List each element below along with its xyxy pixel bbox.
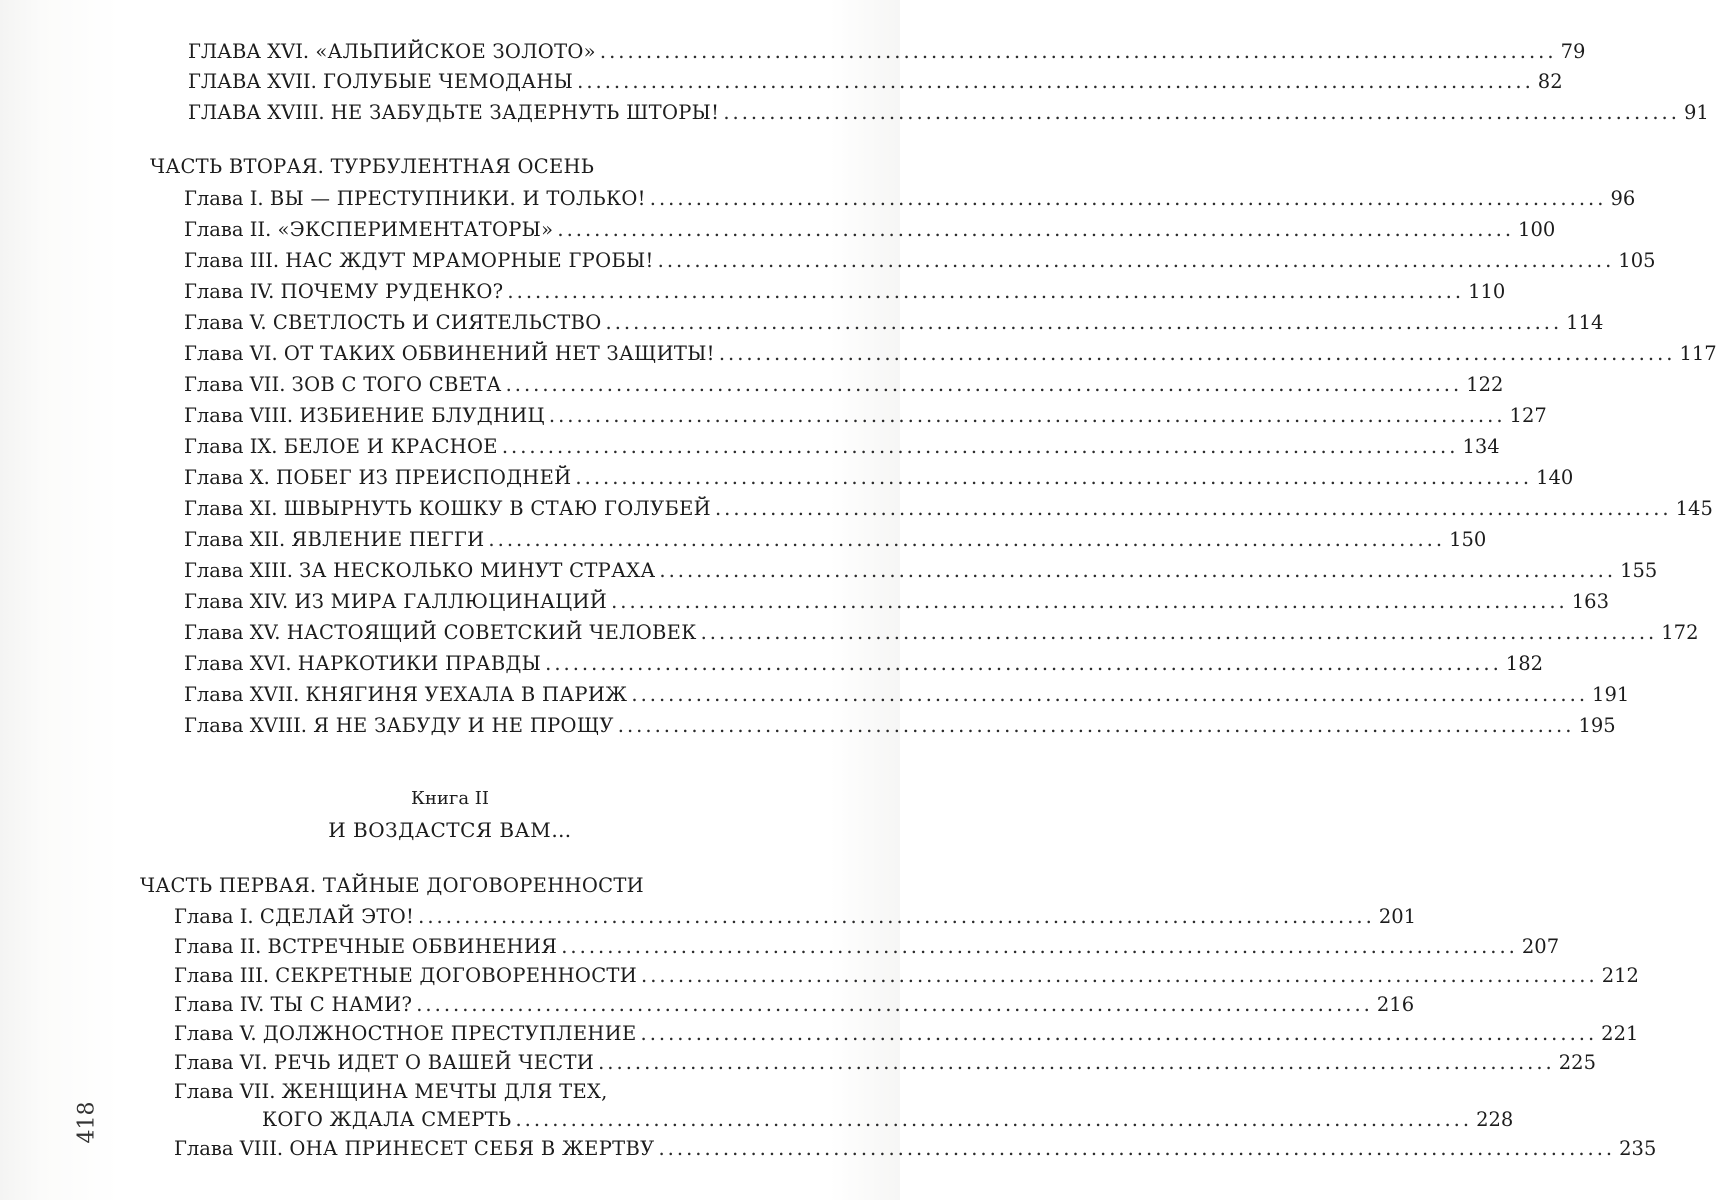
page-number: 172	[1661, 621, 1699, 644]
toc-entry[interactable]	[184, 714, 1616, 738]
chapter-title: ВЫ — ПРЕСТУПНИКИ. И ТОЛЬКО!	[269, 187, 646, 210]
toc-entry[interactable]	[174, 1137, 1657, 1161]
toc-entry[interactable]	[174, 964, 1639, 988]
toc-entry[interactable]	[174, 1022, 1639, 1046]
page-number: 216	[1376, 993, 1415, 1016]
toc-entry[interactable]	[174, 905, 1417, 929]
leader-dots: ........................................................................................................	[641, 964, 1598, 987]
toc-entry[interactable]	[184, 590, 1609, 614]
chapter-title: ПОЧЕМУ РУДЕНКО?	[280, 280, 504, 303]
page-number: 195	[1578, 714, 1616, 737]
page-number: 235	[1619, 1137, 1657, 1160]
leader-dots: ........................................................................................................	[507, 280, 1465, 303]
chapter-title: «ЭКСПЕРИМЕНТАТОРЫ»	[277, 218, 554, 241]
chapter-title: ГОЛУБЫЕ ЧЕМОДАНЫ	[323, 70, 574, 93]
toc-entry[interactable]	[184, 404, 1547, 428]
page-number: 110	[1468, 280, 1506, 303]
toc-entry[interactable]	[184, 621, 1699, 645]
page-folio: 418	[74, 1101, 100, 1144]
page-number: 225	[1558, 1051, 1596, 1074]
chapter-label: Глава IV.	[174, 993, 265, 1016]
toc-entry[interactable]	[184, 280, 1506, 304]
book-title: И ВОЗДАСТСЯ ВАМ…	[328, 818, 572, 842]
page-number: 117	[1679, 342, 1717, 365]
chapter-title: «АЛЬПИЙСКОЕ ЗОЛОТО»	[315, 40, 596, 63]
leader-dots: ........................................................................................................	[577, 70, 1534, 93]
chapter-title: ДОЛЖНОСТНОЕ ПРЕСТУПЛЕНИЕ	[262, 1022, 637, 1045]
leader-dots: ........................................................................................................	[611, 590, 1568, 613]
chapter-label: Глава V.	[174, 1022, 257, 1045]
leader-dots: ........................................................................................................	[718, 342, 1676, 365]
toc-entry-continuation[interactable]	[262, 1108, 1514, 1132]
toc-entry[interactable]	[184, 528, 1487, 552]
toc-entry[interactable]	[184, 187, 1636, 211]
page-number: 228	[1476, 1108, 1514, 1131]
leader-dots: ........................................................................................................	[548, 404, 1506, 427]
chapter-title: ЗОВ С ТОГО СВЕТА	[291, 373, 502, 396]
leader-dots: ........................................................................................................	[545, 652, 1502, 675]
chapter-title: КНЯГИНЯ УЕХАЛА В ПАРИЖ	[305, 683, 628, 706]
chapter-label: Глава XII.	[184, 528, 286, 551]
chapter-title: НАРКОТИКИ ПРАВДЫ	[297, 652, 542, 675]
toc-entry[interactable]	[184, 497, 1713, 521]
leader-dots: ........................................................................................................	[714, 497, 1672, 520]
page-number: 221	[1601, 1022, 1639, 1045]
chapter-label: Глава V.	[184, 311, 267, 334]
leader-dots: ........................................................................................................	[575, 466, 1533, 489]
page-number: 82	[1537, 70, 1563, 93]
toc-entry[interactable]	[184, 652, 1544, 676]
chapter-title: ЖЕНЩИНА МЕЧТЫ ДЛЯ ТЕХ,	[281, 1080, 608, 1103]
chapter-title-continuation: КОГО ЖДАЛА СМЕРТЬ	[262, 1108, 512, 1131]
leader-dots: ........................................................................................................	[561, 935, 1518, 958]
page-number: 150	[1449, 528, 1487, 551]
chapter-label: Глава VII.	[184, 373, 286, 396]
page-number: 100	[1518, 218, 1556, 241]
page-number: 145	[1675, 497, 1713, 520]
chapter-label: Глава II.	[174, 935, 262, 958]
page-number: 105	[1618, 249, 1656, 272]
chapter-label: Глава X.	[184, 466, 270, 489]
chapter-title: ОТ ТАКИХ ОБВИНЕНИЙ НЕТ ЗАЩИТЫ!	[283, 342, 715, 365]
leader-dots: ........................................................................................................	[658, 1137, 1616, 1160]
chapter-label: Глава VIII.	[184, 404, 294, 427]
leader-dots: ........................................................................................................	[659, 559, 1617, 582]
leader-dots: ........................................................................................................	[617, 714, 1575, 737]
page-number: 114	[1566, 311, 1604, 334]
toc-entry[interactable]	[174, 993, 1415, 1017]
chapter-title: СЕКРЕТНЫЕ ДОГОВОРЕННОСТИ	[275, 964, 638, 987]
page-number: 127	[1509, 404, 1547, 427]
leader-dots: ........................................................................................................	[515, 1108, 1473, 1131]
chapter-title: НЕ ЗАБУДЬТЕ ЗАДЕРНУТЬ ШТОРЫ!	[330, 101, 720, 124]
leader-dots: ........................................................................................................	[649, 187, 1607, 210]
chapter-label: Глава XI.	[184, 497, 278, 520]
chapter-label: Глава VI.	[184, 342, 278, 365]
chapter-label: Глава I.	[174, 905, 254, 928]
page-number: 140	[1536, 466, 1574, 489]
chapter-title: ШВЫРНУТЬ КОШКУ В СТАЮ ГОЛУБЕЙ	[283, 497, 711, 520]
toc-entry[interactable]	[184, 435, 1500, 459]
part-heading: ЧАСТЬ ПЕРВАЯ. ТАЙНЫЕ ДОГОВОРЕННОСТИ	[140, 874, 644, 897]
toc-entry[interactable]	[184, 342, 1717, 366]
page-number: 155	[1620, 559, 1658, 582]
leader-dots: ........................................................................................................	[657, 249, 1615, 272]
toc-entry[interactable]	[174, 1080, 779, 1104]
leader-dots: ........................................................................................................	[631, 683, 1589, 706]
leader-dots: ........................................................................................................	[605, 311, 1563, 334]
chapter-label: Глава XVII.	[184, 683, 300, 706]
leader-dots: ........................................................................................................	[557, 218, 1515, 241]
toc-entry[interactable]	[174, 1051, 1596, 1075]
toc-entry[interactable]	[184, 683, 1630, 707]
toc-entry[interactable]	[188, 40, 1586, 64]
page-number: 91	[1683, 101, 1709, 124]
chapter-title: СВЕТЛОСТЬ И СИЯТЕЛЬСТВО	[272, 311, 602, 334]
chapter-label: ГЛАВА XVIII.	[188, 101, 325, 124]
chapter-label: Глава XVIII.	[184, 714, 307, 737]
toc-entry[interactable]	[188, 101, 1709, 125]
chapter-title: ОНА ПРИНЕСЕТ СЕБЯ В ЖЕРТВУ	[289, 1137, 655, 1160]
leader-dots: ........................................................................................................	[418, 905, 1375, 928]
chapter-label: ГЛАВА XVII.	[188, 70, 317, 93]
page-number: 207	[1521, 935, 1560, 958]
leader-dots: ........................................................................................................	[723, 101, 1680, 124]
leader-dots: ........................................................................................................	[501, 435, 1459, 458]
page-number: 134	[1462, 435, 1500, 458]
book-label: Книга II	[410, 788, 490, 809]
leader-dots: ........................................................................................................	[700, 621, 1658, 644]
chapter-label: Глава XVI.	[184, 652, 292, 675]
toc-entry[interactable]	[184, 466, 1574, 490]
leader-dots: ........................................................................................................	[599, 40, 1557, 63]
toc-entry[interactable]	[184, 311, 1604, 335]
toc-entry[interactable]	[184, 373, 1504, 397]
leader-dots: ........................................................................................................	[416, 993, 1373, 1016]
chapter-label: Глава III.	[174, 964, 270, 987]
chapter-label: Глава IX.	[184, 435, 278, 458]
chapter-title: ПОБЕГ ИЗ ПРЕИСПОДНЕЙ	[276, 466, 572, 489]
chapter-label: Глава IV.	[184, 280, 275, 303]
chapter-label: Глава VI.	[174, 1051, 268, 1074]
chapter-label: Глава XV.	[184, 621, 281, 644]
toc-entry[interactable]	[188, 70, 1563, 94]
chapter-label: Глава XIV.	[184, 590, 289, 613]
page-number: 191	[1592, 683, 1630, 706]
chapter-label: Глава VIII.	[174, 1137, 284, 1160]
chapter-label: Глава III.	[184, 249, 280, 272]
chapter-label: Глава XIII.	[184, 559, 293, 582]
page-number: 182	[1505, 652, 1544, 675]
toc-entry[interactable]	[184, 218, 1556, 242]
page-number: 96	[1610, 187, 1636, 210]
chapter-title: ЗА НЕСКОЛЬКО МИНУТ СТРАХА	[299, 559, 656, 582]
chapter-label: Глава VII.	[174, 1080, 276, 1103]
part-heading: ЧАСТЬ ВТОРАЯ. ТУРБУЛЕНТНАЯ ОСЕНЬ	[150, 155, 595, 178]
chapter-title: ТЫ С НАМИ?	[270, 993, 413, 1016]
chapter-title: БЕЛОЕ И КРАСНОЕ	[283, 435, 498, 458]
chapter-title: ЯВЛЕНИЕ ПЕГГИ	[291, 528, 485, 551]
chapter-label: ГЛАВА XVI.	[188, 40, 310, 63]
chapter-title: ИЗ МИРА ГАЛЛЮЦИНАЦИЙ	[294, 590, 608, 613]
toc-entry[interactable]	[184, 559, 1658, 583]
toc-entry[interactable]	[174, 935, 1560, 959]
chapter-title: РЕЧЬ ИДЕТ О ВАШЕЙ ЧЕСТИ	[273, 1051, 595, 1074]
chapter-title: ИЗБИЕНИЕ БЛУДНИЦ	[299, 404, 545, 427]
page-number: 212	[1601, 964, 1639, 987]
chapter-title: НАС ЖДУТ МРАМОРНЫЕ ГРОБЫ!	[285, 249, 654, 272]
chapter-label: Глава II.	[184, 218, 272, 241]
leader-dots: ........................................................................................................	[598, 1051, 1555, 1074]
page-number: 122	[1466, 373, 1504, 396]
leader-dots: ........................................................................................................	[488, 528, 1446, 551]
page-number: 163	[1571, 590, 1609, 613]
chapter-title: ВСТРЕЧНЫЕ ОБВИНЕНИЯ	[267, 935, 558, 958]
page-number: 79	[1560, 40, 1586, 63]
page-number: 201	[1378, 905, 1417, 928]
leader-dots: ........................................................................................................	[640, 1022, 1598, 1045]
chapter-label: Глава I.	[184, 187, 264, 210]
chapter-title: НАСТОЯЩИЙ СОВЕТСКИЙ ЧЕЛОВЕК	[286, 621, 697, 644]
leader-dots: ........................................................................................................	[505, 373, 1463, 396]
chapter-title: СДЕЛАЙ ЭТО!	[259, 905, 415, 928]
chapter-title: Я НЕ ЗАБУДУ И НЕ ПРОЩУ	[313, 714, 614, 737]
toc-entry[interactable]	[184, 249, 1656, 273]
